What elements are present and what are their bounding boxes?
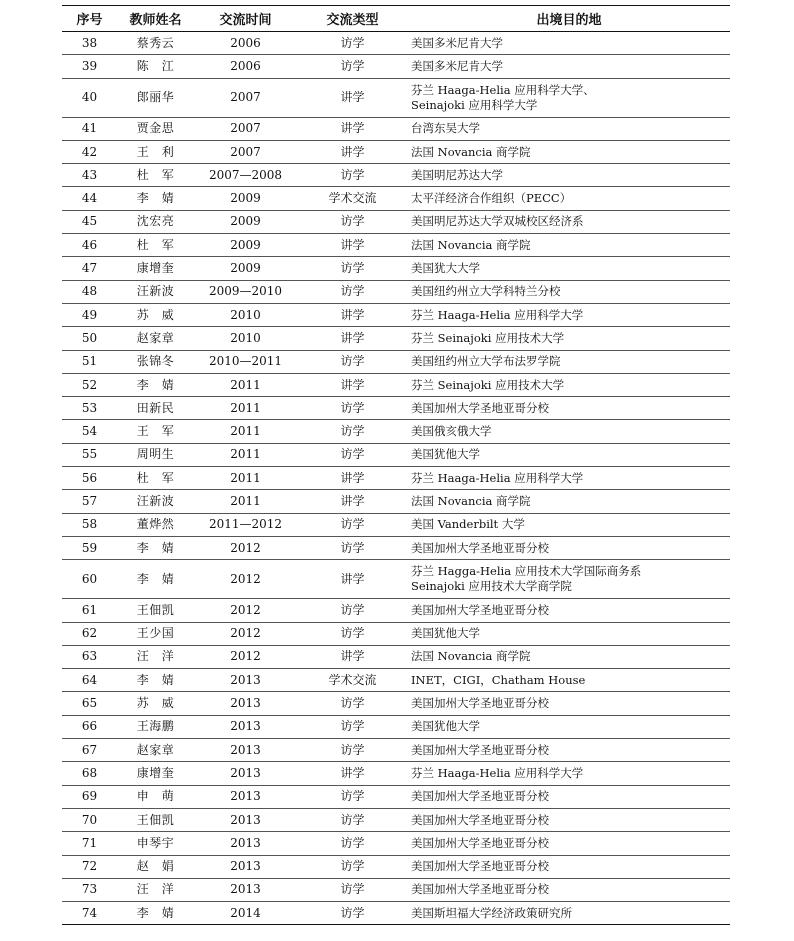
cell-teacher-name: 田新民 <box>117 397 194 420</box>
cell-exchange-time: 2012 <box>194 560 297 599</box>
table-row <box>62 55 730 78</box>
cell-teacher-name: 王佃凯 <box>117 599 194 622</box>
cell-destination <box>408 832 730 855</box>
destination-line: 美国俄亥俄大学 <box>411 424 492 439</box>
destination-line: 台湾东吴大学 <box>411 121 480 136</box>
cell-no: 41 <box>62 117 117 140</box>
table-row <box>62 513 730 536</box>
table-row <box>62 420 730 443</box>
cell-destination <box>408 599 730 622</box>
cell-teacher-name: 李 婧 <box>117 560 194 599</box>
table-row <box>62 78 730 117</box>
cell-exchange-type: 访学 <box>297 257 408 280</box>
destination-line: 美国 Vanderbilt 大学 <box>411 517 525 532</box>
cell-exchange-type: 访学 <box>297 513 408 536</box>
table-row <box>62 692 730 715</box>
cell-no: 39 <box>62 55 117 78</box>
table-row <box>62 739 730 762</box>
cell-no: 59 <box>62 536 117 559</box>
cell-exchange-time: 2013 <box>194 715 297 738</box>
cell-no: 57 <box>62 490 117 513</box>
cell-destination <box>408 467 730 490</box>
cell-exchange-time: 2013 <box>194 808 297 831</box>
cell-destination <box>408 878 730 901</box>
cell-destination <box>408 420 730 443</box>
cell-teacher-name: 李 婧 <box>117 373 194 396</box>
cell-exchange-type: 访学 <box>297 32 408 55</box>
cell-exchange-time: 2012 <box>194 645 297 668</box>
cell-destination <box>408 187 730 210</box>
cell-exchange-time: 2009 <box>194 210 297 233</box>
cell-exchange-type: 讲学 <box>297 762 408 785</box>
cell-teacher-name: 董烨然 <box>117 513 194 536</box>
cell-exchange-type: 访学 <box>297 832 408 855</box>
cell-destination <box>408 303 730 326</box>
table-row <box>62 645 730 668</box>
cell-exchange-type: 讲学 <box>297 560 408 599</box>
cell-teacher-name: 王佃凯 <box>117 808 194 831</box>
cell-exchange-type: 访学 <box>297 878 408 901</box>
cell-teacher-name: 王少国 <box>117 622 194 645</box>
cell-teacher-name: 李 婧 <box>117 902 194 925</box>
cell-destination <box>408 397 730 420</box>
cell-teacher-name: 沈宏亮 <box>117 210 194 233</box>
destination-line: 美国犹他大学 <box>411 719 480 734</box>
header-row <box>62 6 730 32</box>
cell-teacher-name: 周明生 <box>117 443 194 466</box>
cell-exchange-time: 2011 <box>194 467 297 490</box>
cell-no: 58 <box>62 513 117 536</box>
cell-destination <box>408 327 730 350</box>
destination-line: 芬兰 Haaga-Helia 应用科学大学 <box>411 470 584 485</box>
cell-exchange-type: 讲学 <box>297 117 408 140</box>
cell-teacher-name: 张锦冬 <box>117 350 194 373</box>
cell-exchange-time: 2011 <box>194 443 297 466</box>
table-row <box>62 303 730 326</box>
cell-teacher-name: 苏 威 <box>117 303 194 326</box>
cell-teacher-name: 赵 娟 <box>117 855 194 878</box>
cell-no: 56 <box>62 467 117 490</box>
cell-no: 71 <box>62 832 117 855</box>
cell-exchange-time: 2007 <box>194 117 297 140</box>
destination-line: 美国加州大学圣地亚哥分校 <box>411 882 549 897</box>
cell-no: 52 <box>62 373 117 396</box>
cell-exchange-time: 2010 <box>194 327 297 350</box>
cell-exchange-time: 2011 <box>194 397 297 420</box>
cell-exchange-time: 2010 <box>194 303 297 326</box>
destination-line: 美国犹大大学 <box>411 261 480 276</box>
cell-destination <box>408 280 730 303</box>
cell-no: 64 <box>62 669 117 692</box>
cell-destination <box>408 210 730 233</box>
cell-teacher-name: 汪 洋 <box>117 878 194 901</box>
table-body <box>62 32 730 925</box>
table-row <box>62 808 730 831</box>
table-row <box>62 327 730 350</box>
table-row <box>62 878 730 901</box>
cell-exchange-time: 2011 <box>194 373 297 396</box>
cell-no: 48 <box>62 280 117 303</box>
cell-teacher-name: 汪 洋 <box>117 645 194 668</box>
cell-exchange-time: 2012 <box>194 536 297 559</box>
cell-exchange-time: 2013 <box>194 855 297 878</box>
cell-exchange-type: 讲学 <box>297 467 408 490</box>
cell-exchange-type: 访学 <box>297 164 408 187</box>
cell-no: 42 <box>62 140 117 163</box>
cell-exchange-type: 访学 <box>297 536 408 559</box>
cell-exchange-type: 访学 <box>297 785 408 808</box>
cell-no: 63 <box>62 645 117 668</box>
table-row <box>62 599 730 622</box>
table-row <box>62 669 730 692</box>
cell-exchange-type: 讲学 <box>297 373 408 396</box>
cell-exchange-time: 2009 <box>194 234 297 257</box>
table-row <box>62 785 730 808</box>
table-row <box>62 560 730 599</box>
cell-teacher-name: 贾金思 <box>117 117 194 140</box>
cell-destination <box>408 164 730 187</box>
destination-line: 芬兰 Haaga-Helia 应用科学大学 <box>411 765 584 780</box>
table-header <box>62 6 730 32</box>
cell-exchange-time: 2013 <box>194 692 297 715</box>
cell-exchange-time: 2009 <box>194 187 297 210</box>
cell-destination <box>408 692 730 715</box>
table-row <box>62 902 730 925</box>
cell-no: 46 <box>62 234 117 257</box>
cell-no: 54 <box>62 420 117 443</box>
destination-line: 美国加州大学圣地亚哥分校 <box>411 696 549 711</box>
cell-exchange-type: 讲学 <box>297 303 408 326</box>
cell-teacher-name: 李 婧 <box>117 669 194 692</box>
cell-exchange-type: 访学 <box>297 55 408 78</box>
cell-destination <box>408 536 730 559</box>
cell-destination <box>408 55 730 78</box>
cell-exchange-type: 讲学 <box>297 645 408 668</box>
cell-exchange-time: 2011—2012 <box>194 513 297 536</box>
cell-no: 45 <box>62 210 117 233</box>
cell-exchange-time: 2009 <box>194 257 297 280</box>
cell-destination <box>408 739 730 762</box>
cell-exchange-type: 访学 <box>297 599 408 622</box>
cell-exchange-type: 访学 <box>297 692 408 715</box>
table-row <box>62 622 730 645</box>
cell-destination <box>408 350 730 373</box>
cell-teacher-name: 杜 军 <box>117 467 194 490</box>
cell-exchange-time: 2013 <box>194 762 297 785</box>
cell-exchange-type: 访学 <box>297 808 408 831</box>
cell-exchange-time: 2006 <box>194 32 297 55</box>
destination-line: 芬兰 Seinajoki 应用技术大学 <box>411 377 565 392</box>
cell-no: 69 <box>62 785 117 808</box>
cell-destination <box>408 622 730 645</box>
cell-teacher-name: 康增奎 <box>117 762 194 785</box>
cell-exchange-type: 访学 <box>297 280 408 303</box>
cell-exchange-time: 2007—2008 <box>194 164 297 187</box>
cell-no: 70 <box>62 808 117 831</box>
table-row <box>62 140 730 163</box>
cell-destination <box>408 490 730 513</box>
cell-exchange-time: 2013 <box>194 739 297 762</box>
cell-destination <box>408 140 730 163</box>
cell-exchange-type: 学术交流 <box>297 187 408 210</box>
destination-line: 芬兰 Seinajoki 应用技术大学 <box>411 330 565 345</box>
cell-exchange-type: 访学 <box>297 350 408 373</box>
cell-no: 47 <box>62 257 117 280</box>
cell-exchange-type: 访学 <box>297 210 408 233</box>
cell-destination <box>408 257 730 280</box>
cell-no: 38 <box>62 32 117 55</box>
cell-no: 51 <box>62 350 117 373</box>
cell-exchange-type: 讲学 <box>297 327 408 350</box>
header-name: 教师姓名 <box>117 6 194 32</box>
table-row <box>62 373 730 396</box>
cell-teacher-name: 蔡秀云 <box>117 32 194 55</box>
cell-no: 49 <box>62 303 117 326</box>
cell-exchange-time: 2013 <box>194 832 297 855</box>
cell-teacher-name: 杜 军 <box>117 164 194 187</box>
header-destination: 出境目的地 <box>408 6 730 32</box>
cell-no: 53 <box>62 397 117 420</box>
destination-line: 法国 Novancia 商学院 <box>411 649 531 664</box>
cell-teacher-name: 赵家章 <box>117 327 194 350</box>
destination-line: 美国纽约州立大学科特兰分校 <box>411 284 561 299</box>
cell-destination <box>408 808 730 831</box>
cell-exchange-type: 访学 <box>297 622 408 645</box>
table-row <box>62 443 730 466</box>
destination-line: 美国多米尼肯大学 <box>411 35 503 50</box>
destination-line: 美国多米尼肯大学 <box>411 58 503 73</box>
cell-no: 55 <box>62 443 117 466</box>
destination-line: 美国明尼苏达大学 <box>411 167 503 182</box>
destination-line: INET，CIGI，Chatham House <box>411 672 586 687</box>
cell-exchange-time: 2007 <box>194 140 297 163</box>
cell-destination <box>408 560 730 599</box>
table-row <box>62 234 730 257</box>
cell-no: 43 <box>62 164 117 187</box>
destination-line: 美国加州大学圣地亚哥分校 <box>411 789 549 804</box>
table-row <box>62 210 730 233</box>
cell-exchange-type: 讲学 <box>297 234 408 257</box>
cell-teacher-name: 申琴宇 <box>117 832 194 855</box>
table-row <box>62 490 730 513</box>
cell-destination <box>408 902 730 925</box>
table-row <box>62 397 730 420</box>
destination-line: 芬兰 Hagga-Helia 应用技术大学国际商务系 <box>411 564 642 579</box>
cell-no: 67 <box>62 739 117 762</box>
cell-destination <box>408 513 730 536</box>
cell-teacher-name: 汪新波 <box>117 280 194 303</box>
destination-line: Seinajoki 应用技术大学商学院 <box>411 579 572 594</box>
destination-line: 美国明尼苏达大学双城校区经济系 <box>411 214 584 229</box>
cell-exchange-type: 讲学 <box>297 78 408 117</box>
destination-line: 美国加州大学圣地亚哥分校 <box>411 602 549 617</box>
cell-exchange-time: 2009—2010 <box>194 280 297 303</box>
cell-destination <box>408 234 730 257</box>
cell-destination <box>408 78 730 117</box>
cell-destination <box>408 762 730 785</box>
cell-destination <box>408 669 730 692</box>
cell-exchange-time: 2011 <box>194 420 297 443</box>
cell-exchange-type: 访学 <box>297 739 408 762</box>
destination-line: 美国犹他大学 <box>411 447 480 462</box>
cell-exchange-time: 2013 <box>194 878 297 901</box>
cell-teacher-name: 苏 威 <box>117 692 194 715</box>
exchange-table <box>62 5 730 925</box>
cell-no: 74 <box>62 902 117 925</box>
cell-exchange-type: 讲学 <box>297 490 408 513</box>
cell-exchange-time: 2012 <box>194 622 297 645</box>
cell-destination <box>408 443 730 466</box>
cell-teacher-name: 陈 江 <box>117 55 194 78</box>
cell-no: 44 <box>62 187 117 210</box>
header-no: 序号 <box>62 6 117 32</box>
cell-no: 68 <box>62 762 117 785</box>
header-time: 交流时间 <box>194 6 297 32</box>
table-row <box>62 350 730 373</box>
cell-no: 60 <box>62 560 117 599</box>
cell-exchange-type: 访学 <box>297 420 408 443</box>
cell-exchange-type: 讲学 <box>297 140 408 163</box>
cell-no: 40 <box>62 78 117 117</box>
table-row <box>62 762 730 785</box>
destination-line: 芬兰 Haaga-Helia 应用科学大学 <box>411 307 584 322</box>
destination-line: 法国 Novancia 商学院 <box>411 493 531 508</box>
cell-exchange-type: 访学 <box>297 397 408 420</box>
destination-line: Seinajoki 应用科学大学 <box>411 97 538 112</box>
cell-exchange-time: 2007 <box>194 78 297 117</box>
cell-no: 65 <box>62 692 117 715</box>
destination-line: 法国 Novancia 商学院 <box>411 237 531 252</box>
destination-line: 美国斯坦福大学经济政策研究所 <box>411 905 572 920</box>
cell-teacher-name: 康增奎 <box>117 257 194 280</box>
cell-teacher-name: 王海鹏 <box>117 715 194 738</box>
cell-teacher-name: 杜 军 <box>117 234 194 257</box>
table-row <box>62 164 730 187</box>
destination-line: 美国加州大学圣地亚哥分校 <box>411 540 549 555</box>
cell-exchange-type: 学术交流 <box>297 669 408 692</box>
cell-no: 61 <box>62 599 117 622</box>
cell-teacher-name: 王 利 <box>117 140 194 163</box>
table-row <box>62 536 730 559</box>
cell-exchange-time: 2013 <box>194 669 297 692</box>
cell-no: 73 <box>62 878 117 901</box>
table-row <box>62 32 730 55</box>
table-row <box>62 467 730 490</box>
cell-destination <box>408 32 730 55</box>
cell-teacher-name: 李 婧 <box>117 536 194 559</box>
cell-no: 50 <box>62 327 117 350</box>
table-row <box>62 715 730 738</box>
cell-teacher-name: 赵家章 <box>117 739 194 762</box>
cell-exchange-type: 访学 <box>297 715 408 738</box>
table-row <box>62 855 730 878</box>
cell-destination <box>408 373 730 396</box>
table-row <box>62 280 730 303</box>
destination-line: 美国加州大学圣地亚哥分校 <box>411 400 549 415</box>
destination-line: 美国纽约州立大学布法罗学院 <box>411 354 561 369</box>
destination-line: 美国犹他大学 <box>411 626 480 641</box>
cell-no: 62 <box>62 622 117 645</box>
destination-line: 法国 Novancia 商学院 <box>411 144 531 159</box>
cell-exchange-time: 2011 <box>194 490 297 513</box>
cell-destination <box>408 117 730 140</box>
cell-exchange-time: 2014 <box>194 902 297 925</box>
table-row <box>62 832 730 855</box>
table-row <box>62 187 730 210</box>
cell-exchange-type: 访学 <box>297 902 408 925</box>
cell-exchange-type: 访学 <box>297 443 408 466</box>
destination-line: 芬兰 Haaga-Helia 应用科学大学、 <box>411 82 595 97</box>
destination-line: 美国加州大学圣地亚哥分校 <box>411 859 549 874</box>
cell-teacher-name: 汪新波 <box>117 490 194 513</box>
destination-line: 太平洋经济合作组织（PECC） <box>411 191 572 206</box>
cell-no: 66 <box>62 715 117 738</box>
cell-teacher-name: 郎丽华 <box>117 78 194 117</box>
cell-teacher-name: 李 婧 <box>117 187 194 210</box>
cell-exchange-time: 2012 <box>194 599 297 622</box>
destination-line: 美国加州大学圣地亚哥分校 <box>411 812 549 827</box>
cell-destination <box>408 715 730 738</box>
cell-exchange-time: 2013 <box>194 785 297 808</box>
cell-teacher-name: 申 萌 <box>117 785 194 808</box>
cell-teacher-name: 王 军 <box>117 420 194 443</box>
cell-destination <box>408 645 730 668</box>
destination-line: 美国加州大学圣地亚哥分校 <box>411 742 549 757</box>
cell-exchange-time: 2010—2011 <box>194 350 297 373</box>
cell-exchange-type: 访学 <box>297 855 408 878</box>
cell-destination <box>408 855 730 878</box>
cell-exchange-time: 2006 <box>194 55 297 78</box>
destination-line: 美国加州大学圣地亚哥分校 <box>411 835 549 850</box>
cell-no: 72 <box>62 855 117 878</box>
table-row <box>62 257 730 280</box>
table-row <box>62 117 730 140</box>
header-type: 交流类型 <box>297 6 408 32</box>
cell-destination <box>408 785 730 808</box>
